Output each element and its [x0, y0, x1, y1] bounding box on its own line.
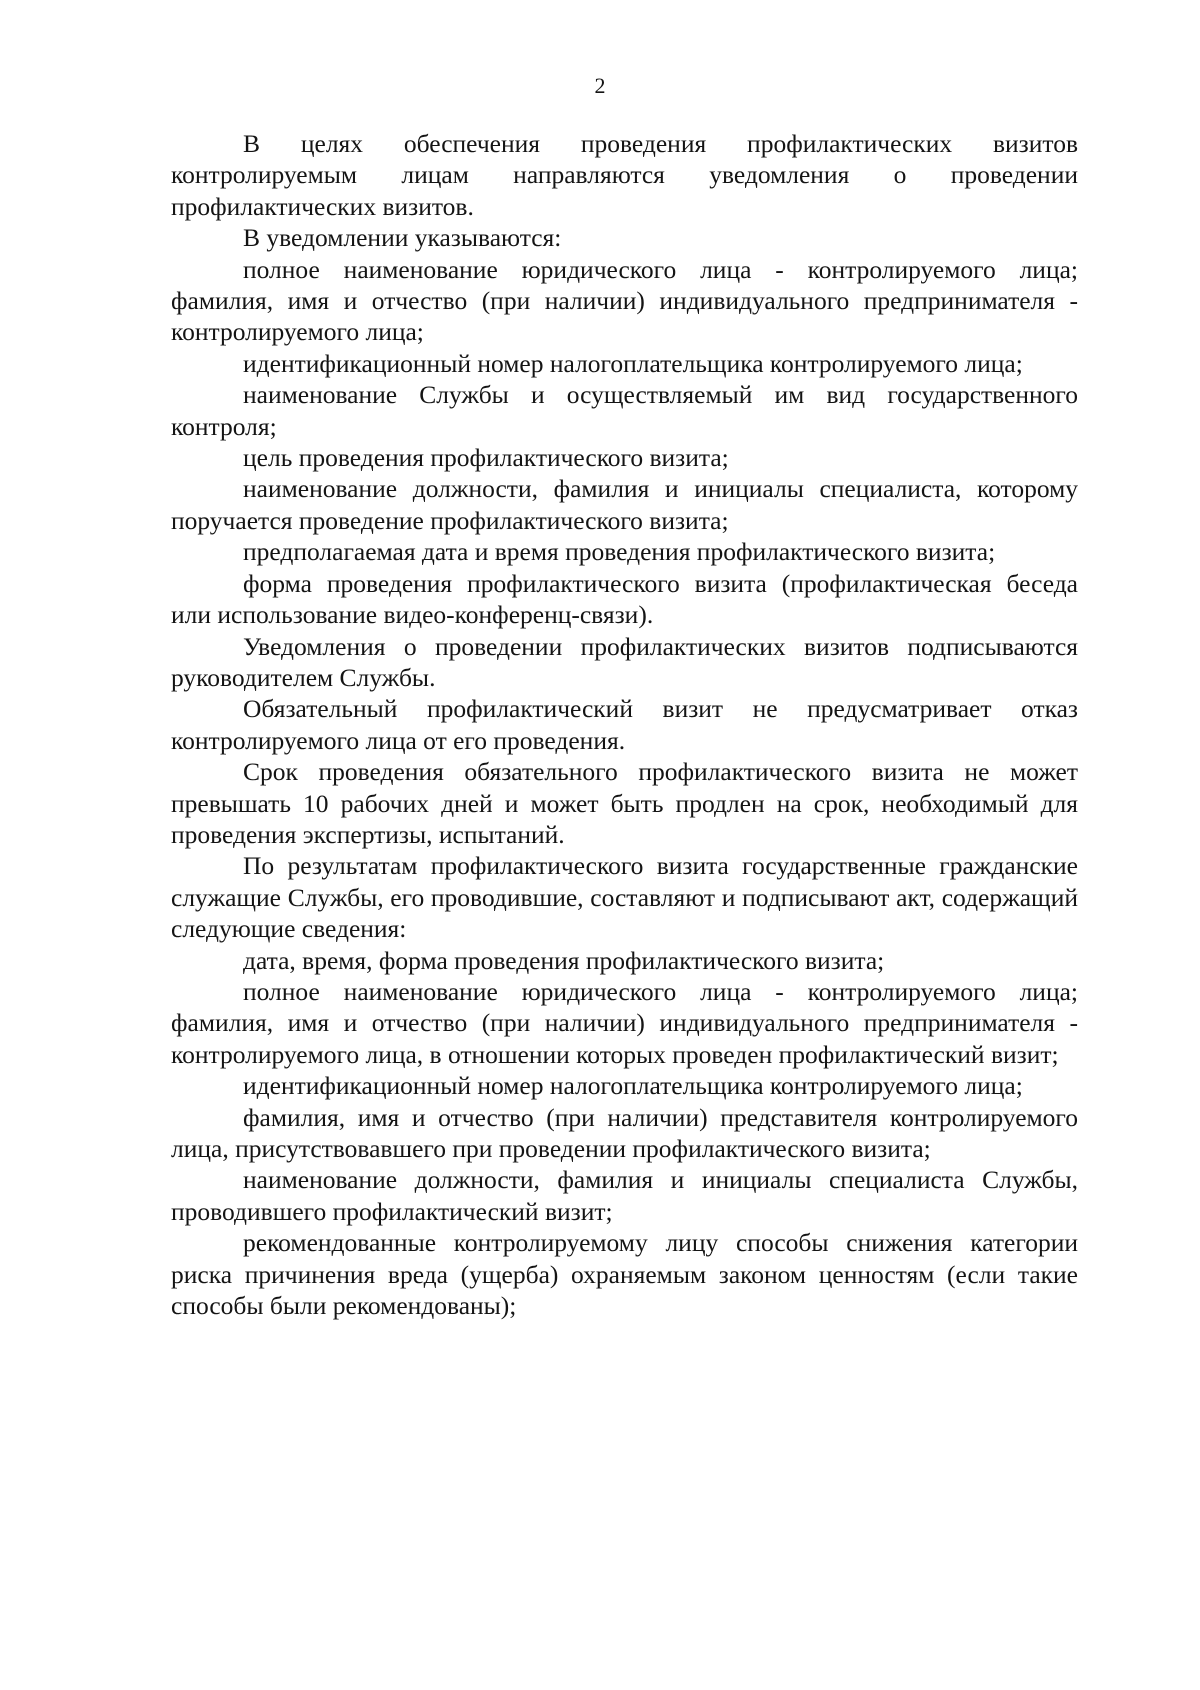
paragraph: Уведомления о проведении профилактических визитов подписываются руководителем Службы. — [171, 631, 1078, 692]
paragraph: полное наименование юридического лица - контролируемого лица; фамилия, имя и отчество (при наличии) индивидуального предпринимателя - контролируемого лица, в отношении которых проведен профилактический визит; — [171, 976, 1078, 1069]
paragraph: Срок проведения обязательного профилактического визита не может превышать 10 рабочих дней и может быть продлен на срок, необходимый для проведения экспертизы, испытаний. — [171, 757, 1078, 849]
paragraph: По результатам профилактического визита государственные гражданские служащие Службы, его проводившие, составляют и подписывают акт, содержащий следующие сведения: — [171, 851, 1078, 944]
document-body — [171, 128, 1078, 1321]
paragraph: В целях обеспечения проведения профилактических визитов контролируемым лицам направляются уведомления о проведении профилактических визитов. — [171, 129, 1078, 221]
paragraph: цель проведения профилактического визита; — [243, 443, 729, 473]
paragraph: рекомендованные контролируемому лицу способы снижения категории риска причинения вреда (ущерба) охраняемым законом ценностям (если такие способы были рекомендованы); — [171, 1228, 1078, 1321]
paragraph: фамилия, имя и отчество (при наличии) представителя контролируемого лица, присутствовавшего при проведении профилактического визита; — [171, 1102, 1078, 1163]
paragraph: наименование должности, фамилия и инициалы специалиста Службы, проводившего профилактический визит; — [171, 1165, 1078, 1226]
paragraph: предполагаемая дата и время проведения профилактического визита; — [243, 537, 996, 567]
paragraph: Обязательный профилактический визит не предусматривает отказ контролируемого лица от его проведения. — [171, 694, 1078, 755]
paragraph: полное наименование юридического лица - контролируемого лица; фамилия, имя и отчество (при наличии) индивидуального предпринимателя - контролируемого лица; — [171, 254, 1078, 347]
paragraph: идентификационный номер налогоплательщика контролируемого лица; — [243, 348, 1023, 378]
paragraph: идентификационный номер налогоплательщика контролируемого лица; — [243, 1071, 1023, 1101]
paragraph: форма проведения профилактического визита (профилактическая беседа или использование видео-конференц-связи). — [171, 568, 1078, 630]
paragraph: дата, время, форма проведения профилактического визита; — [243, 945, 885, 975]
page-number: 2 — [594, 73, 606, 98]
paragraph: наименование Службы и осуществляемый им вид государственного контроля; — [171, 380, 1078, 441]
paragraph: наименование должности, фамилия и инициалы специалиста, которому поручается проведение профилактического визита; — [171, 474, 1078, 535]
paragraph: В уведомлении указываются: — [243, 223, 562, 253]
